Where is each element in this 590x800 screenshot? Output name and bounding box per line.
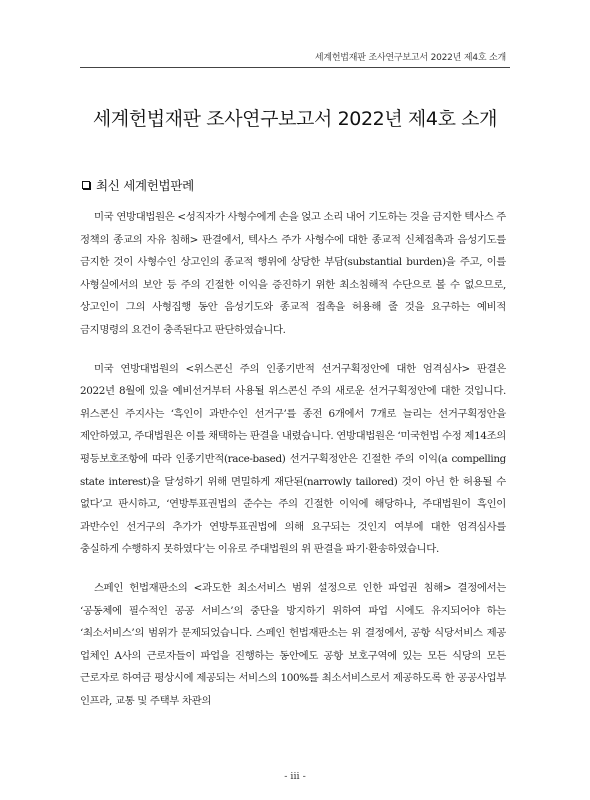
paragraph-wisconsin-ruling: 미국 연방대법원의 <위스콘신 주의 인종기반적 선거구획정안에 대한 엄격심사> 판결은 2022년 8월에 있을 예비선거부터 사용될 위스콘신 주의 새로운 선거구획정안에 대한 것입니다. 위스콘신 주지사는 ‘흑인이 과반수인 선거구’를 종전 6개에서 7개로 늘리는 선거구획정안을 제안하였고, 주대법원은 이를 채택하는 판결을 내렸습니다. 연방대법원은 ‘미국헌법 수정 제14조의 평등보호조항에 따라 인종기반적(race-based) 선거구획정안은 긴절한 주의 이익(a compelling state interest)을 달성하기 위해 면밀하게 재단된(narrowly tailored) 것이 아닌 한 허용될 수 없다’고 판시하고, ‘연방투표권법의 준수는 주의 긴절한 이익에 해당하나, 주대법원이 흑인이 과반수인 선거구의 추가가 연방투표권법에 의해 요구되는 것인지 여부에 대한 엄격심사를 충실하게 수행하지 못하였다’는 이유로 주대법원의 위 판결을 파기·환송하였습니다. bbox=[80, 362, 506, 556]
page-title: 세계헌법재판 조사연구보고서 2022년 제4호 소개 bbox=[92, 108, 498, 130]
running-header: 세계헌법재판 조사연구보고서 2022년 제4호 소개 bbox=[314, 53, 506, 63]
section-heading-text: 최신 세계헌법판례 bbox=[96, 178, 194, 193]
paragraph-spain-ruling: 스페인 헌법재판소의 <과도한 최소서비스 범위 설정으로 인한 파업권 침해> 결정에서는 ‘공동체에 필수적인 공공 서비스’의 중단을 방지하기 위하여 파업 시에도 유지되어야 하는 ‘최소서비스’의 범위가 문제되었습니다. 스페인 헌법재판소는 위 결정에서, 공항 식당서비스 제공 업체인 A사의 근로자들이 파업을 진행하는 동안에도 공항 보호구역에 있는 모든 식당의 모든 근로자로 하여금 평상시에 제공되는 서비스의 100%를 최소서비스로서 제공하도록 한 공공사업부 인프라, 교통 및 주택부 차관의 bbox=[80, 581, 506, 707]
page-number: - iii - bbox=[284, 771, 306, 782]
square-bullet-icon bbox=[82, 181, 90, 189]
paragraph-texas-ruling: 미국 연방대법원은 <성직자가 사형수에게 손을 얹고 소리 내어 기도하는 것을 금지한 텍사스 주 정책의 종교의 자유 침해> 판결에서, 텍사스 주가 사형수에 대한 종교적 신체접촉과 음성기도를 금지한 것이 사형수인 상고인의 종교적 행위에 상당한 부담(substantial burden)을 주고, 이를 사형실에서의 보안 등 주의 긴절한 이익을 증진하기 위한 최소침해적 수단으로 볼 수 없으므로, 상고인이 그의 사형집행 동안 음성기도와 종교적 접촉을 허용해 줄 것을 요구하는 예비적 금지명령의 요건이 충족된다고 판단하였습니다. bbox=[80, 211, 506, 336]
body-text bbox=[80, 206, 506, 728]
header-rule bbox=[80, 67, 510, 68]
section-heading bbox=[82, 176, 194, 194]
